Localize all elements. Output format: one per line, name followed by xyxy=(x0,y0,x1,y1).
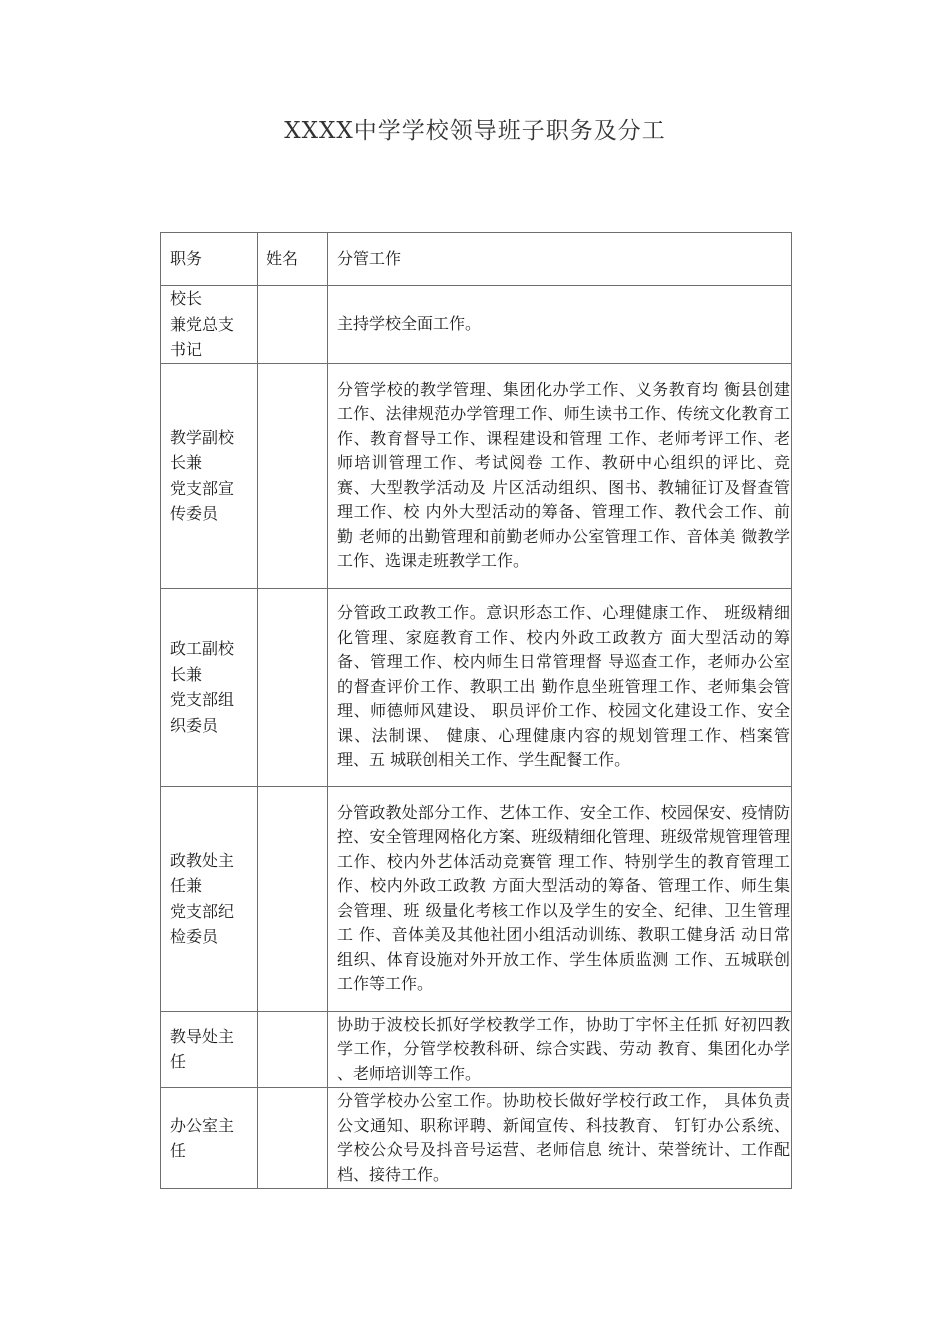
table-row xyxy=(161,363,792,588)
table-row xyxy=(161,286,792,364)
position-line: 教导处主 xyxy=(170,1026,235,1046)
table-header-row xyxy=(161,233,792,286)
duties-cell: 主持学校全面工作。 xyxy=(328,286,792,364)
duties-cell: 协助于波校长抓好学校教学工作，协助丁宇怀主任抓 好初四教学工作，分管学校教科研、综合实践、劳动 教育、集团化办学 、老师培训等工作。 xyxy=(328,1011,792,1088)
position-cell xyxy=(161,286,258,364)
position-line: 党支部纪 xyxy=(170,901,235,921)
position-line: 传委员 xyxy=(170,504,219,523)
table-row xyxy=(161,1011,792,1088)
table-row xyxy=(161,786,792,1011)
position-line: 任兼 xyxy=(170,876,203,895)
duties-cell: 分管政工政教工作。意识形态工作、心理健康工作、 班级精细化管理、家庭教育工作、校内外政工政教方 面大型活动的筹备、管理工作、校内师生日常管理督 导巡查工作，老师办公室的督查评价工作、教职工出 勤作息坐班管理工作、老师集会管理、师德师风建设、 职员评价工作、校园文化建设工作、安全课、法制课、 健康、心理健康内容的规划管理工作、档案管理、五 城联创相关工作、学生配餐工作。 xyxy=(328,588,792,786)
position-line: 党支部宣 xyxy=(170,478,235,498)
position-line: 政教处主 xyxy=(170,850,235,870)
table-row xyxy=(161,1088,792,1189)
position-line: 党支部组 xyxy=(170,690,235,709)
name-cell xyxy=(258,363,328,588)
table-row xyxy=(161,588,792,786)
name-cell xyxy=(258,588,328,786)
duty-table xyxy=(160,232,792,1189)
position-cell xyxy=(161,363,258,588)
position-line: 教学副校 xyxy=(170,427,235,447)
position-cell xyxy=(161,1088,258,1189)
position-cell xyxy=(161,588,258,786)
position-line: 校长 xyxy=(170,289,203,308)
header-duties: 分管工作 xyxy=(328,233,792,286)
position-line: 长兼 xyxy=(170,453,203,472)
name-cell xyxy=(258,1088,328,1189)
name-cell xyxy=(258,786,328,1011)
header-name: 姓名 xyxy=(258,233,328,286)
position-line: 织委员 xyxy=(170,715,219,735)
position-cell xyxy=(161,1011,258,1088)
position-line: 检委员 xyxy=(170,927,219,946)
position-line: 书记 xyxy=(170,340,203,359)
position-line: 兼党总支 xyxy=(170,314,235,334)
position-cell xyxy=(161,786,258,1011)
duties-cell: 分管学校办公室工作。协助校长做好学校行政工作， 具体负责公文通知、职称评聘、新闻宣传、科技教育、 钉钉办公系统、学校公众号及抖音号运营、老师信息 统计、荣誉统计、工作配档、接待工作。 xyxy=(328,1088,792,1189)
name-cell xyxy=(258,286,328,364)
duties-cell: 分管学校的教学管理、集团化办学工作、义务教育均 衡县创建工作、法律规范办学管理工作、师生读书工作、传统文化教育工作、教育督导工作、课程建设和管理 工作、老师考评工作、老师培训管理工作、考试阅卷 工作、教研中心组织的评比、竞赛、大型教学活动及 片区活动组织、图书、教辅征订及督查管理工作、校 内外大型活动的筹备、管理工作、教代会工作、前勤 老师的出勤管理和前勤老师办公室管理工作、音体美 微教学工作、选课走班教学工作。 xyxy=(328,363,792,588)
position-line: 任 xyxy=(170,1052,187,1072)
name-cell xyxy=(258,1011,328,1088)
header-position: 职务 xyxy=(161,233,258,286)
position-line: 政工副校 xyxy=(170,639,235,658)
document-title: XXXX中学学校领导班子职务及分工 xyxy=(284,118,666,144)
position-line: 办公室主 xyxy=(170,1115,235,1135)
duties-cell: 分管政教处部分工作、艺体工作、安全工作、校园保安、疫情防控、安全管理网格化方案、班级精细化管理、班级常规管理管理工作、校内外艺体活动竞赛管 理工作、特别学生的教育管理工作、校内外政工政教 方面大型活动的筹备、管理工作、师生集会管理、班 级量化考核工作以及学生的安全、纪律、卫生管理工 作、音体美及其他社团小组活动训练、教职工健身活 动日常组织、体育设施对外开放工作、学生体质监测 工作、五城联创工作等工作。 xyxy=(328,786,792,1011)
position-line: 长兼 xyxy=(170,664,203,684)
position-line: 任 xyxy=(170,1141,187,1160)
